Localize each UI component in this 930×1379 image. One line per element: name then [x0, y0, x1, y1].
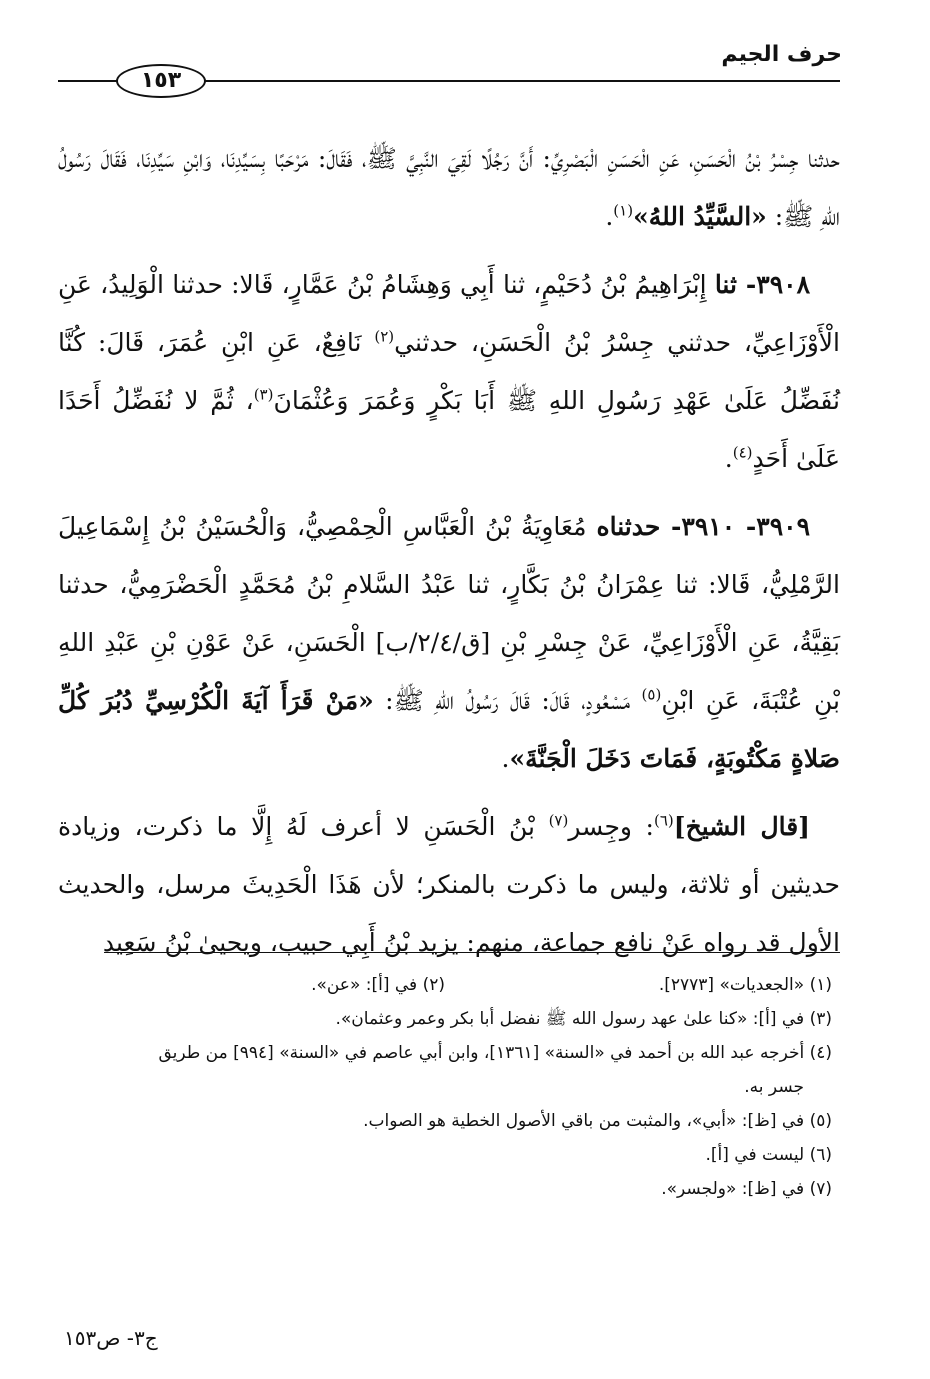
hadith-quote: «مَنْ قَرَأَ آيَةَ الْكُرْسِيِّ دُبُرَ كُلِّ صَلاةٍ مَكْتُوبَةٍ، فَمَاتَ دَخَلَ الْجَنَّةَ» — [58, 686, 840, 773]
paragraph-2-text-a: إِبْرَاهِيمُ بْنُ دُحَيْمٍ، ثنا أَبِي وَهِشَامُ بْنُ عَمَّارٍ، قَالا: حدثنا الْوَلِيدُ، عَنِ الْأَوْزَاعِيِّ، حدثني جِسْرُ بْنُ الْحَسَنِ، حدثني — [58, 270, 840, 357]
footnote-1: (١) «الجعديات» [٢٧٧٣]. — [658, 975, 832, 995]
paragraph-4-text-a: : وجِسر — [568, 812, 654, 841]
paragraph-3 — [58, 498, 840, 788]
footnote-ref: (٢) — [374, 327, 395, 346]
paragraph-3-text-a: مُعَاوِيَةُ بْنُ الْعَبَّاسِ الْحِمْصِيُّ، وَالْحُسَيْنُ بْنُ إِسْمَاعِيلَ الرَّمْلِيُّ، قَالا: ثنا عِمْرَانُ بْنُ بَكَّارٍ، ثنا عَبْدُ السَّلامِ بْنُ مُحَمَّدٍ الْحَضْرَمِيُّ، حدثنا بَقِيَّةُ، عَنِ الْأَوْزَاعِيِّ، عَنْ جِسْرِ بْنِ [ق/٢/٤/ب] الْحَسَنِ، عَنْ عَوْنِ بْنِ عَبْدِ اللهِ بْنِ عُتْبَةَ، عَنِ ابْنِ — [58, 512, 841, 715]
paragraph-1-text: حدثنا جِسْرُ بْنُ الْحَسَنِ، عَنِ الْحَسَنِ الْبَصْرِيِّ: أَنَّ رَجُلًا لَقِيَ النَّبِيَّ ﷺ، فَقَالَ: مَرْحَبًا بِسَيِّدِنَا، وَابْنِ سَيِّدِنَا، فَقَالَ رَسُولُ اللهِ ﷺ: — [58, 144, 840, 231]
paragraph-1 — [58, 130, 840, 246]
paragraph-4-text-b: بْنُ الْحَسَنِ لا أعرف لَهُ إِلَّا ما ذكرت، وزيادة حديثين أو ثلاثة، وليس ما ذكرت بالمنكر؛ لأن هَذَا الْحَدِيثَ مرسل، والحديث الأول قد رواه عَنْ نافع جماعة، منهم: يزيد بْنُ أَبِي حبيب، ويحيىٰ بْنُ سَعِيد — [58, 812, 840, 957]
footnote-ref: (٤) — [732, 443, 753, 462]
footnote-7: (٧) في [ظ]: «ولجسر». — [661, 1179, 832, 1199]
paragraph-end: . — [501, 744, 510, 773]
footnotes — [58, 968, 832, 1206]
paragraph-end: . — [724, 444, 733, 473]
footnote-ref: (١) — [613, 201, 634, 220]
footnote-ref: (٦) — [653, 811, 674, 830]
footnote-2: (٢) في [أ]: «عن». — [311, 975, 445, 995]
hadith-quote: «السَّيِّدُ اللهُ» — [633, 202, 767, 231]
main-text — [58, 130, 840, 982]
paragraph-2 — [58, 256, 840, 488]
sheikh-label: [قال الشيخ] — [673, 812, 811, 841]
chapter-header-title: حرف الجيم — [721, 42, 842, 67]
footnote-4: (٤) أخرجه عبد الله بن أحمد في «السنة» [١٣٦١]، وابن أبي عاصم في «السنة» [٩٩٤] من طريق — [158, 1043, 832, 1063]
footnote-separator — [104, 952, 840, 953]
paragraph-2-text-b: نَافِعٌ، عَنِ ابْنِ عُمَرَ، قَالَ: كُنَّا نُفَضِّلُ عَلَىٰ عَهْدِ رَسُولِ اللهِ ﷺ أَبَا بَكْرٍ وَعُمَرَ وَعُثْمَانَ — [58, 328, 840, 415]
hadith-number: ٣٩٠٩- ٣٩١٠- حدثناه — [596, 512, 810, 541]
footnote-4-continued: جسر به. — [744, 1077, 804, 1097]
footnote-ref: (٣) — [253, 385, 274, 404]
hadith-number: ٣٩٠٨- ثنا — [714, 270, 811, 299]
page-number: ١٥٣ — [116, 64, 206, 98]
paragraph-end: . — [605, 202, 614, 231]
footnote-ref: (٧) — [548, 811, 569, 830]
footnote-3: (٣) في [أ]: «كنا علىٰ عهد رسول الله ﷺ نفضل أبا بكر وعمر وعثمان». — [335, 1009, 832, 1029]
paragraph-2-text-c: ، ثُمَّ لا نُفَضِّلُ أَحَدًا عَلَىٰ أَحَدٍ — [58, 386, 840, 473]
footnote-ref: (٥) — [641, 685, 662, 704]
footnote-row — [58, 968, 832, 1002]
footnote-6: (٦) ليست في [أ]. — [705, 1145, 832, 1165]
footnote-5: (٥) في [ظ]: «أبي»، والمثبت من باقي الأصول الخطية هو الصواب. — [363, 1111, 832, 1131]
paragraph-4 — [58, 798, 840, 972]
volume-page-reference: ج٣- ص١٥٣ — [64, 1326, 158, 1350]
paragraph-3-text-b: مَسْعُودٍ، قَالَ: قَالَ رَسُولُ اللهِ ﷺ: — [373, 686, 642, 715]
